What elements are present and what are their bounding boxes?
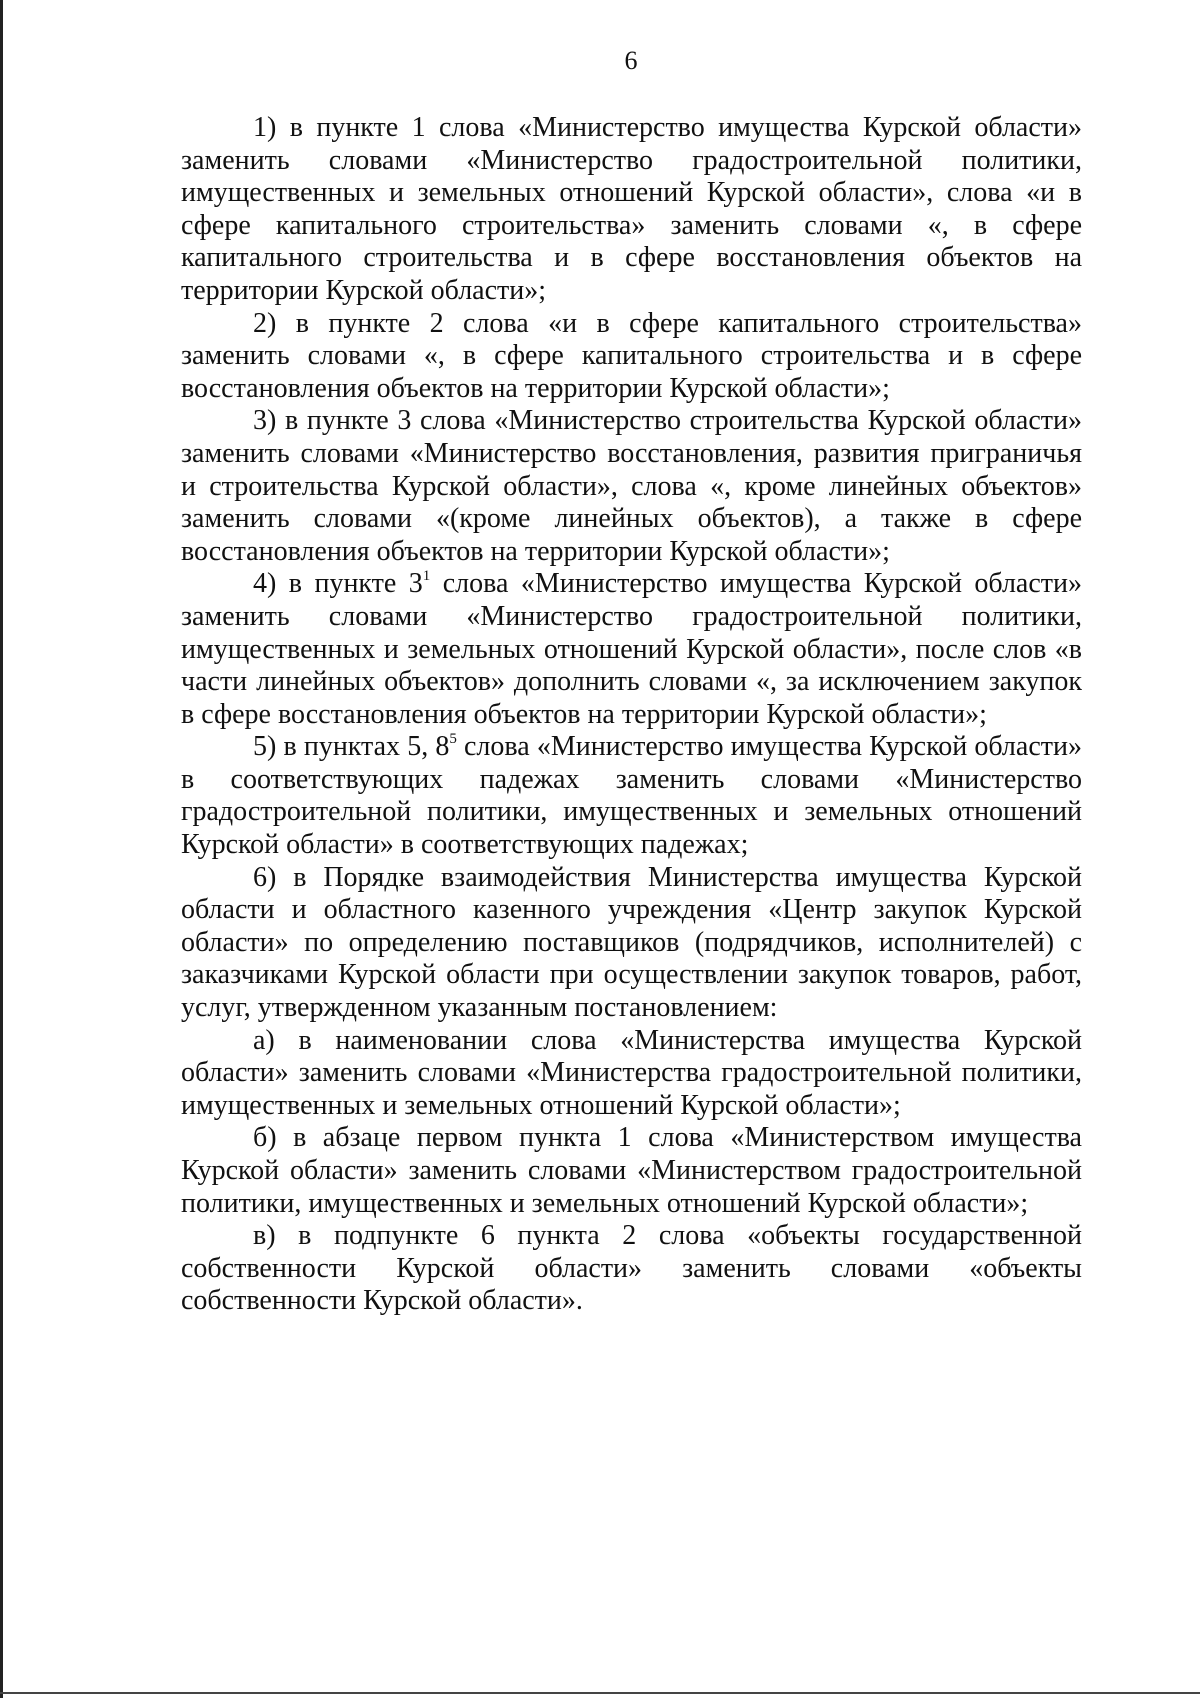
paragraph-text: слова «Министерство имущества Курской области» заменить словами «Министерство градостроительной политики, имущественных и земельных отношений Курской области», после слов «в части линейных объектов» дополнить словами «, за исключением закупок в сфере восстановления объектов на территории Курской области»; [181,568,1082,730]
paragraph-text: б) в абзаце первом пункта 1 слова «Министерством имущества Курской области» заменить словами «Министерством градостроительной политики, имущественных и земельных отношений Курской области»; [181,1122,1082,1219]
subparagraph-item-a [181,1025,1082,1123]
page-number: 6 [624,46,638,75]
paragraph-text: 2) в пункте 2 слова «и в сфере капитального строительства» заменить словами «, в сфере капитального строительства и в сфере восстановления объектов на территории Курской области»; [181,307,1082,404]
paragraph-text: 6) в Порядке взаимодействия Министерства имущества Курской области и областного казенного учреждения «Центр закупок Курской области» по определению поставщиков (подрядчиков, исполнителей) с заказчиками Курской области при осуществлении закупок товаров, работ, услуг, утвержденном указанным постановлением: [181,861,1082,1024]
subparagraph-item-v [181,1220,1082,1318]
paragraph-item-6 [181,862,1082,1025]
paragraph-item-1 [181,112,1082,308]
paragraph-text: а) в наименовании слова «Министерства имущества Курской области» заменить словами «Министерства градостроительной политики, имущественных и земельных отношений Курской области»; [181,1024,1082,1121]
scan-edge-bottom [0,1692,1200,1694]
paragraph-text: 4) в пункте 3 [253,568,423,600]
document-body [181,112,1082,1318]
superscript-index: 5 [449,731,457,748]
paragraph-item-5 [181,731,1082,861]
paragraph-text: 5) в пунктах 5, 8 [253,731,450,763]
subparagraph-item-b [181,1122,1082,1220]
paragraph-text: в) в подпункте 6 пункта 2 слова «объекты государственной собственности Курской области» заменить словами «объекты собственности Курской области». [181,1220,1082,1317]
paragraph-text: 1) в пункте 1 слова «Министерство имущества Курской области» заменить словами «Министерство градостроительной политики, имущественных и земельных отношений Курской области», слова «и в сфере капитального строительства» заменить словами «, в сфере капитального строительства и в сфере восстановления объектов на территории Курской области»; [181,112,1082,306]
superscript-index: 1 [422,568,431,585]
paragraph-item-2 [181,308,1082,406]
scan-edge-left [0,0,3,1698]
paragraph-text: 3) в пункте 3 слова «Министерство строительства Курской области» заменить словами «Министерство восстановления, развития приграничья и строительства Курской области», слова «, кроме линейных объектов» заменить словами «(кроме линейных объектов), а также в сфере восстановления объектов на территории Курской области»; [181,405,1082,567]
paragraph-text: слова «Министерство имущества Курской области» в соответствующих падежах заменить словами «Министерство градостроительной политики, имущественных и земельных отношений Курской области» в соответствующих падежах; [181,731,1082,861]
paragraph-item-4 [181,568,1082,731]
paragraph-item-3 [181,405,1082,568]
